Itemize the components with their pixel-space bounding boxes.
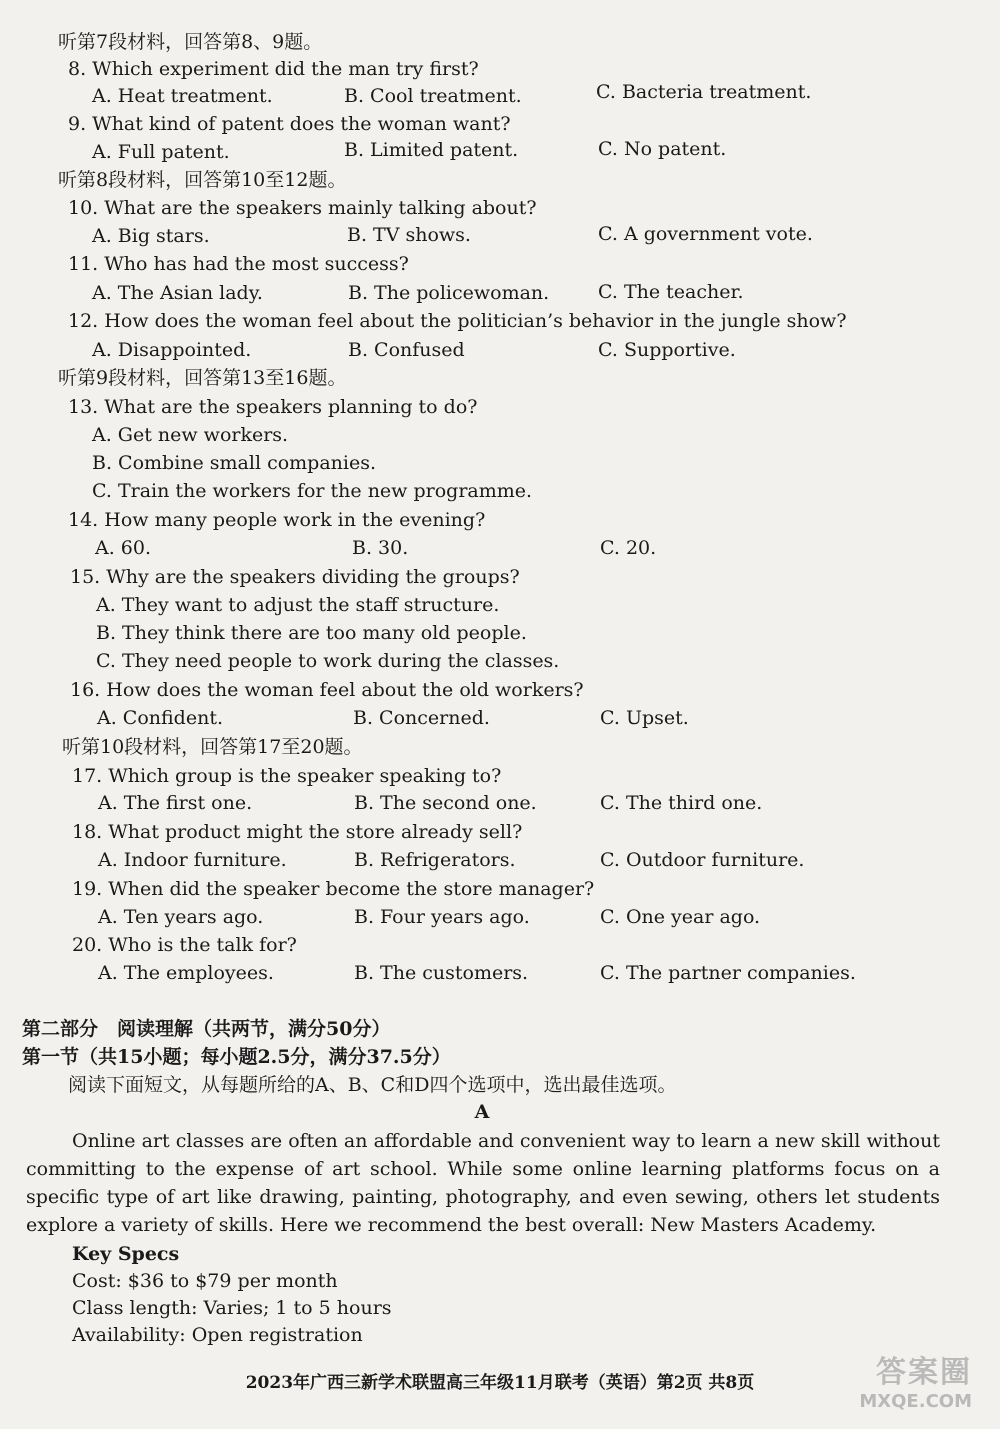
option-a: A. The employees.: [98, 962, 274, 984]
option-b: B. Combine small companies.: [92, 452, 377, 474]
option-b: B. Confused: [348, 339, 465, 361]
section-heading: 听第8段材料，回答第10至12题。: [58, 169, 347, 191]
question-text: 20. Who is the talk for?: [72, 934, 297, 956]
option-b: B. Four years ago.: [354, 906, 530, 928]
question-text: 10. What are the speakers mainly talking about?: [68, 197, 537, 219]
question-text: 9. What kind of patent does the woman want?: [68, 113, 511, 135]
option-b: B. TV shows.: [347, 224, 471, 246]
option-c: C. One year ago.: [600, 906, 761, 928]
section-heading: 听第9段材料，回答第13至16题。: [58, 367, 347, 389]
section-heading: 第一节（共15小题；每小题2.5分，满分37.5分）: [22, 1046, 451, 1068]
option-a: A. The first one.: [98, 792, 253, 814]
option-b: B. The policewoman.: [348, 282, 550, 304]
question-text: 8. Which experiment did the man try first?: [68, 58, 479, 80]
option-b: B. The customers.: [354, 962, 529, 984]
question-text: 18. What product might the store already sell?: [72, 821, 523, 843]
option-a: A. The Asian lady.: [92, 282, 263, 304]
option-b: B. They think there are too many old people.: [96, 622, 527, 644]
option-a: A. Get new workers.: [92, 424, 289, 446]
option-c: C. A government vote.: [598, 223, 813, 245]
option-c: C. Train the workers for the new programme.: [92, 480, 533, 502]
passage-paragraph: Online art classes are often an affordable and convenient way to learn a new skill without committing to the expense of art school. While some online learning platforms focus on a specific type of art like drawing, painting, photography, and even sewing, others let students explore a variety of skills. Here we recommend the best overall: New Masters Academy.: [26, 1130, 940, 1236]
key-specs-heading: Key Specs: [72, 1243, 180, 1265]
question-text: 17. Which group is the speaker speaking to?: [72, 765, 502, 787]
option-a: A. Full patent.: [92, 141, 230, 163]
watermark-title: 答案圈: [876, 1355, 972, 1390]
option-a: A. They want to adjust the staff structure.: [96, 594, 500, 616]
option-b: B. Concerned.: [353, 707, 490, 729]
spec-class-length: Class length: Varies; 1 to 5 hours: [72, 1297, 392, 1319]
instruction: 阅读下面短文，从每题所给的A、B、C和D四个选项中，选出最佳选项。: [68, 1074, 677, 1096]
option-c: C. They need people to work during the classes.: [96, 650, 560, 672]
section-heading: 听第7段材料，回答第8、9题。: [58, 31, 323, 53]
option-c: C. 20.: [600, 537, 657, 559]
option-a: A. Indoor furniture.: [98, 849, 287, 871]
part-heading: 第二部分 阅读理解（共两节，满分50分）: [22, 1018, 391, 1040]
option-c: C. Supportive.: [598, 339, 736, 361]
question-text: 14. How many people work in the evening?: [68, 509, 486, 531]
option-b: B. Refrigerators.: [354, 849, 516, 871]
option-a: A. Big stars.: [92, 225, 210, 247]
passage-letter: A: [474, 1101, 490, 1123]
option-c: C. The third one.: [600, 792, 763, 814]
watermark-url: MXQE.COM: [859, 1391, 972, 1412]
option-a: A. Ten years ago.: [98, 906, 264, 928]
option-a: A. 60.: [95, 537, 152, 559]
question-text: 19. When did the speaker become the store manager?: [72, 878, 595, 900]
watermark-logo: [832, 1347, 972, 1412]
option-a: A. Confident.: [97, 707, 224, 729]
spec-cost: Cost: $36 to $79 per month: [72, 1270, 338, 1292]
section-heading: 听第10段材料，回答第17至20题。: [62, 736, 363, 758]
option-c: C. The teacher.: [598, 281, 744, 303]
question-text: 12. How does the woman feel about the politician’s behavior in the jungle show?: [68, 310, 847, 332]
page-footer: 2023年广西三新学术联盟高三年级11月联考（英语）第2页 共8页: [245, 1373, 755, 1393]
option-b: B. The second one.: [354, 792, 537, 814]
question-text: 15. Why are the speakers dividing the groups?: [70, 566, 520, 588]
option-b: B. Limited patent.: [344, 139, 519, 161]
option-c: C. Outdoor furniture.: [600, 849, 805, 871]
option-b: B. 30.: [352, 537, 409, 559]
option-c: C. Upset.: [600, 707, 689, 729]
option-b: B. Cool treatment.: [344, 85, 522, 107]
option-a: A. Disappointed.: [92, 339, 252, 361]
question-text: 13. What are the speakers planning to do?: [68, 396, 478, 418]
option-c: C. The partner companies.: [600, 962, 856, 984]
option-a: A. Heat treatment.: [92, 85, 273, 107]
question-text: 16. How does the woman feel about the old workers?: [70, 679, 584, 701]
option-c: C. No patent.: [598, 138, 727, 160]
option-c: C. Bacteria treatment.: [596, 81, 812, 103]
spec-availability: Availability: Open registration: [72, 1324, 363, 1346]
question-text: 11. Who has had the most success?: [68, 253, 409, 275]
